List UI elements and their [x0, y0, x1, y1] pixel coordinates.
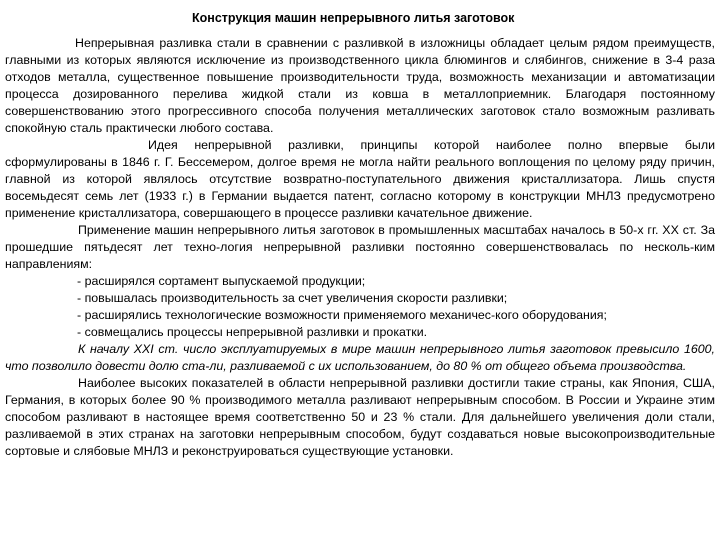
paragraph-countries-text: Наиболее высоких показателей в области непрерывной разливки достигли такие страны, как Япония, США, Германия, в которых более 90 % производимого металла разливают непрерывным способом. В России и Украине этим способом разливают в настоящее время соответственно 50 и 23 % стали. Для дальнейшего увеличения доли стали, разливаемой в этих странах на заготовки непрерывным способом, будут создаваться новые высокопроизводительные сортовые и слябовые МНЛЗ и реконструироваться существующие установки.	[5, 376, 715, 458]
directions-list	[5, 273, 715, 341]
paragraph-countries	[5, 375, 715, 460]
document-title: Конструкция машин непрерывного литья заготовок	[192, 11, 515, 25]
list-item: - расширялся сортамент выпускаемой продукции;	[77, 274, 366, 288]
paragraph-history-text: Идея непрерывной разливки, принципы которой наиболее полно впервые были сформулированы в 1846 г. Г. Бессемером, долгое время не могла найти реального воплощения по целому ряду причин, главной из которой являлось отсутствие возвратно-поступательного движения кристаллизатора. Лишь спустя восемьдесят семь лет (1933 г.) в Германии выдается патент, согласно которому в конструкции МНЛЗ предусмотрено применение кристаллизатора, совершающего в процессе разливки качательное движение.	[5, 138, 715, 220]
paragraph-application-text: Применение машин непрерывного литья заготовок в промышленных масштабах началось в 50-х гг. XX ст. За прошедшие пятьдесят лет техно-логия непрерывной разливки постоянно совершенствовалась по несколь-ким направлениям:	[5, 223, 715, 271]
paragraph-italic-statistics-text: К началу XXI ст. число эксплуатируемых в мире машин непрерывного литья заготовок превысило 1600, что позволило довести долю ста-ли, разливаемой с их использованием, до 80 % от общего объема производства.	[5, 342, 715, 373]
paragraph-application	[5, 222, 715, 273]
paragraph-advantages	[5, 35, 715, 137]
paragraph-advantages-text: Непрерывная разливка стали в сравнении с разливкой в изложницы обладает целым рядом преимуществ, главными из которых являются исключение из производственного цикла блюмингов и слябингов, снижение в 3-4 раза отходов металла, существенное повышение производительности труда, возможность механизации и автоматизации процесса дозированного перелива жидкой стали из ковша в металлоприемник. Благодаря постоянному совершенствованию этого прогрессивного способа получения металлических заготовок стало возможным разливать спокойную сталь практически любого состава.	[5, 36, 715, 135]
list-item: - повышалась производительность за счет увеличения скорости разливки;	[77, 291, 508, 305]
list-item: - совмещались процессы непрерывной разливки и прокатки.	[77, 325, 428, 339]
paragraph-italic-statistics	[5, 341, 715, 375]
list-item: - расширялись технологические возможности применяемого механичес-кого оборудования;	[77, 308, 607, 322]
paragraph-history	[5, 137, 715, 222]
